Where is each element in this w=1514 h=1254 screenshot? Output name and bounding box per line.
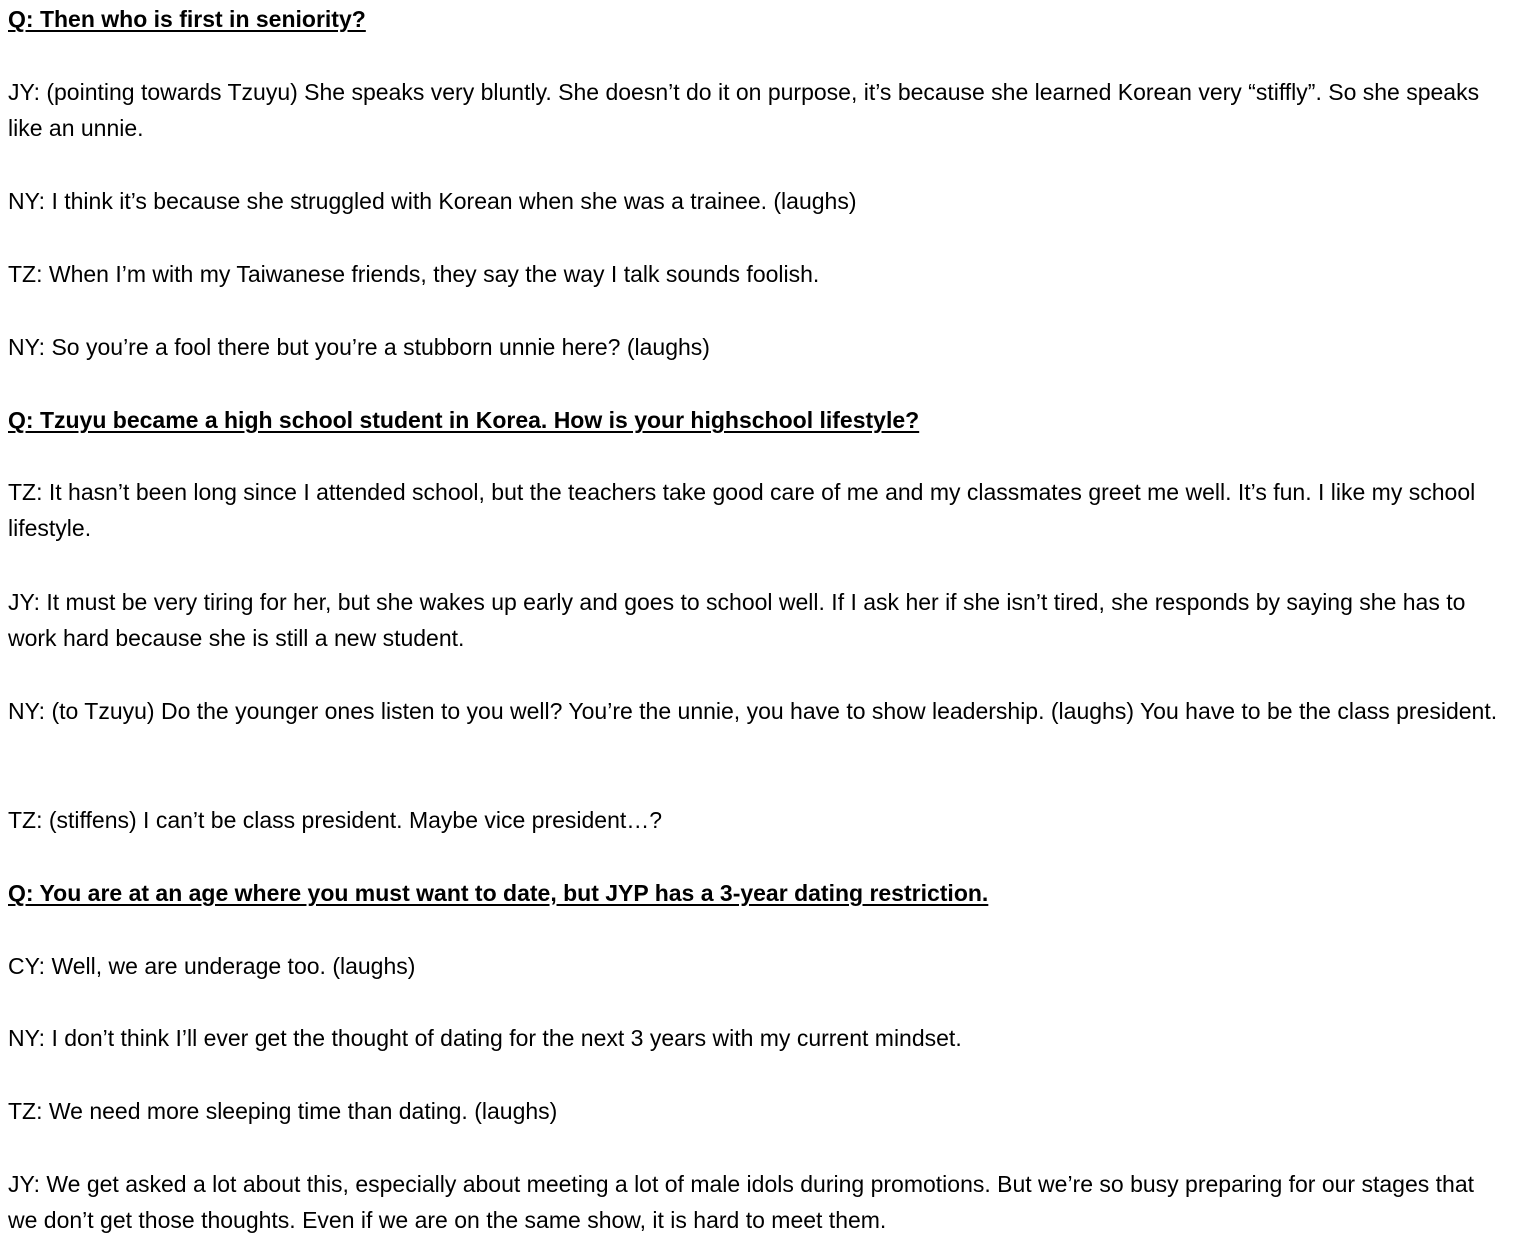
answer-jy-busy: JY: We get asked a lot about this, especially about meeting a lot of male idols during promotions. But we’re so busy preparing for our stages that we don’t get those thoughts. Even if we are on the same show, it is hard to meet them. — [8, 1171, 1475, 1233]
question-dating: Q: You are at an age where you must want to date, but JYP has a 3-year dating restriction. — [8, 880, 989, 906]
answer-tz-vice-president: TZ: (stiffens) I can’t be class president. Maybe vice president…? — [8, 807, 663, 833]
answer-jy-tiring: JY: It must be very tiring for her, but she wakes up early and goes to school well. If I ask her if she isn’t tired, she responds by saying she has to work hard because she is still a new student. — [8, 589, 1466, 651]
answer-ny-trainee: NY: I think it’s because she struggled with Korean when she was a trainee. (laughs) — [8, 188, 857, 214]
answer-tz-sleeping: TZ: We need more sleeping time than dating. (laughs) — [8, 1098, 558, 1124]
answer-ny-fool: NY: So you’re a fool there but you’re a stubborn unnie here? (laughs) — [8, 334, 710, 360]
answer-tz-school: TZ: It hasn’t been long since I attended school, but the teachers take good care of me and my classmates greet me well. It’s fun. I like my school lifestyle. — [8, 479, 1476, 541]
question-highschool: Q: Tzuyu became a high school student in Korea. How is your highschool lifestyle? — [8, 407, 920, 433]
answer-ny-leadership: NY: (to Tzuyu) Do the younger ones listen to you well? You’re the unnie, you have to show leadership. (laughs) You have to be the class president. — [8, 698, 1498, 724]
question-seniority: Q: Then who is first in seniority? — [8, 6, 366, 32]
answer-cy-underage: CY: Well, we are underage too. (laughs) — [8, 953, 416, 979]
answer-tz-taiwanese: TZ: When I’m with my Taiwanese friends, they say the way I talk sounds foolish. — [8, 261, 820, 287]
answer-ny-mindset: NY: I don’t think I’ll ever get the thought of dating for the next 3 years with my current mindset. — [8, 1025, 962, 1051]
answer-jy-blunt: JY: (pointing towards Tzuyu) She speaks very bluntly. She doesn’t do it on purpose, it’s because she learned Korean very “stiffly”. So she speaks like an unnie. — [8, 79, 1480, 141]
